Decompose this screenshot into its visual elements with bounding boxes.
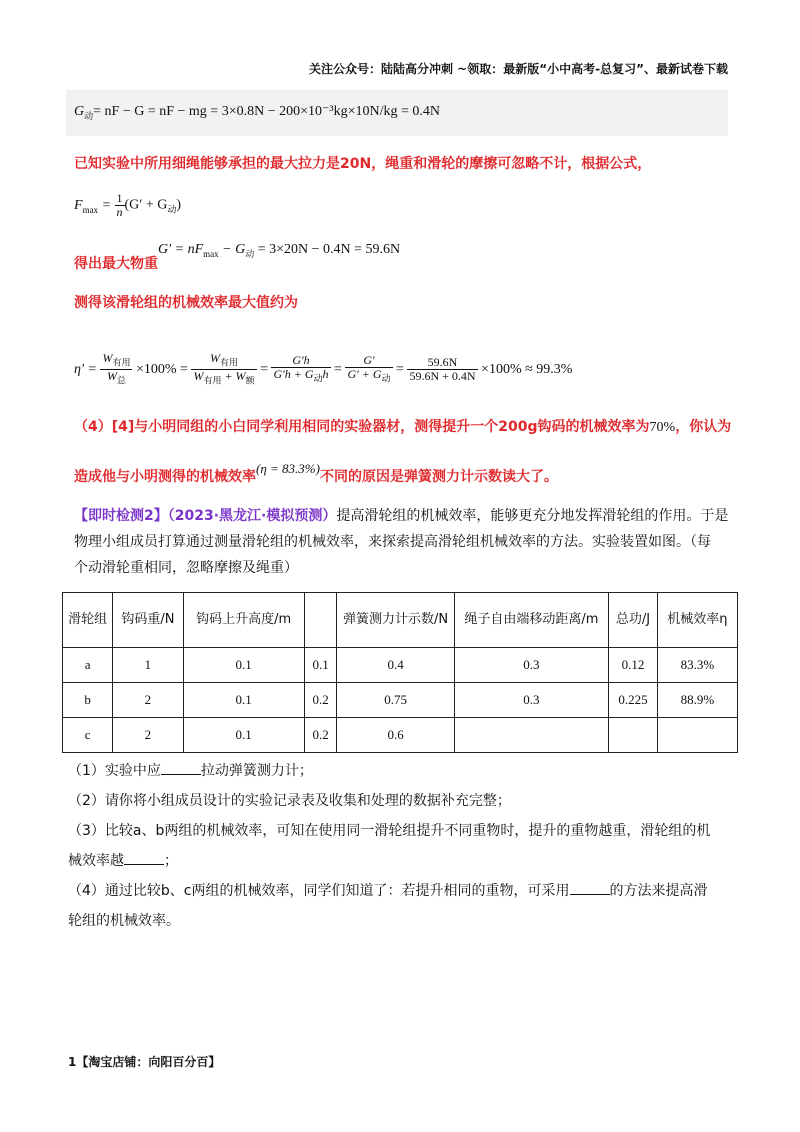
table-cell: 0.225 (609, 683, 658, 718)
subquestions: （1）实验中应 拉动弹簧测力计； （2）请你将小组成员设计的实验记录表及收集和处理的数据补充完整； （3）比较a、b两组的机械效率，可知在使用同一滑轮组提升不同重物时，提升的重物越重，滑轮组的机 械效率越 ； （4）通过比较b、c两组的机械效率，同学们知道了：若提升相同的重物，可采用 的方法来提高滑 轮组的机械效率。 (68, 756, 744, 936)
table-cell: 83.3% (657, 648, 737, 683)
table-cell: 0.6 (337, 718, 454, 753)
table-cell: 1 (113, 648, 183, 683)
red-text-line4: （4）[4]与小明同组的小白同学利用相同的实验器材，测得提升一个200g钩码的机械效率为70%，你认为 (74, 419, 732, 435)
red-text-line3: 测得该滑轮组的机械效率最大值约为 (74, 295, 298, 311)
table-header-row (63, 593, 738, 648)
question-tag: 【即时检测2】（2023·黑龙江·模拟预测） (74, 508, 337, 524)
table-header-cell: 总功/J (609, 593, 658, 648)
table-cell (657, 718, 737, 753)
table-header-cell (304, 593, 337, 648)
table-cell: c (63, 718, 113, 753)
question-stem: 【即时检测2】（2023·黑龙江·模拟预测）提高滑轮组的机械效率，能够更充分地发挥滑轮组的作用。于是 物理小组成员打算通过测量滑轮组的机械效率，来探索提高滑轮组机械效率的方法。实验装置如图。（每 个动滑轮重相同，忽略摩擦及绳重） (74, 508, 729, 576)
subquestion-1: （1）实验中应 拉动弹簧测力计； (68, 763, 313, 779)
table-header-cell: 滑轮组 (63, 593, 113, 648)
table-row (63, 718, 738, 753)
subquestion-2: （2）请你将小组成员设计的实验记录表及收集和处理的数据补充完整； (68, 793, 511, 809)
formula-g-dong: $G_动=$ nF − G = nF − mg = 3×0.8N − 200×10⁻³kg×10N/kg = 0.4N (74, 104, 440, 121)
formula-fmax: $F_{max}$ = $\frac{1}{n}$ $(G' + G_动)$ (74, 191, 182, 219)
answer-blank[interactable] (570, 882, 610, 895)
page-header: 关注公众号：陆陆高分冲刺 ~领取：最新版“小中高考-总复习”、最新试卷下载 (309, 62, 728, 76)
table-row (63, 683, 738, 718)
subquestion-4: （4）通过比较b、c两组的机械效率，同学们知道了：若提升相同的重物，可采用 的方法来提高滑 (68, 883, 708, 899)
table-cell: b (63, 683, 113, 718)
formula-efficiency: η′ = $\frac{W_{有用}}{W_总}$ ×100% = $\frac{W_{有用}}{W_{有用} + W_额}$ = $\frac{G'h}{G'h + G_动h}$ = $\frac{G'}{G' + G_动}$ = $\frac{59.6N}{59.6N + 0.4N}$ ×100% ≈ 99.3% (74, 351, 573, 386)
table-cell: 0.1 (183, 648, 304, 683)
table-cell (454, 718, 608, 753)
red-text-line5: 造成他与小明测得的机械效率(η = 83.3%)不同的原因是弹簧测力计示数读大了。 (74, 461, 558, 485)
table-cell: a (63, 648, 113, 683)
table-cell: 0.2 (304, 718, 337, 753)
table-header-cell: 机械效率η (657, 593, 737, 648)
subquestion-3: （3）比较a、b两组的机械效率，可知在使用同一滑轮组提升不同重物时，提升的重物越重，滑轮组的机 (68, 823, 711, 839)
table-cell: 2 (113, 683, 183, 718)
data-table (62, 592, 738, 753)
answer-blank[interactable] (124, 852, 164, 865)
page-footer: 1【淘宝店铺：向阳百分百】 (68, 1055, 221, 1069)
table-row (63, 648, 738, 683)
table-cell (609, 718, 658, 753)
table-cell: 0.12 (609, 648, 658, 683)
table-header-cell: 弹簧测力计示数/N (337, 593, 454, 648)
table-cell: 0.1 (304, 648, 337, 683)
table-header-cell: 钩码重/N (113, 593, 183, 648)
formula-g-prime: $G' = nF_{max} - G_动 = 3\times 20N - 0.4N = 59.6N$ (158, 242, 401, 259)
table-header-cell: 钩码上升高度/m (183, 593, 304, 648)
table-cell: 0.2 (304, 683, 337, 718)
table-cell: 0.1 (183, 683, 304, 718)
table-cell: 0.3 (454, 648, 608, 683)
table-cell: 2 (113, 718, 183, 753)
red-text-line2: 得出最大物重 (74, 256, 158, 272)
answer-blank[interactable] (161, 762, 201, 775)
table-cell: 0.75 (337, 683, 454, 718)
table-cell: 0.4 (337, 648, 454, 683)
table-cell: 0.1 (183, 718, 304, 753)
table-cell: 88.9% (657, 683, 737, 718)
table-header-cell: 绳子自由端移动距离/m (454, 593, 608, 648)
red-text-line1: 已知实验中所用细绳能够承担的最大拉力是20N，绳重和滑轮的摩擦可忽略不计，根据公式， (74, 156, 652, 172)
table-cell: 0.3 (454, 683, 608, 718)
